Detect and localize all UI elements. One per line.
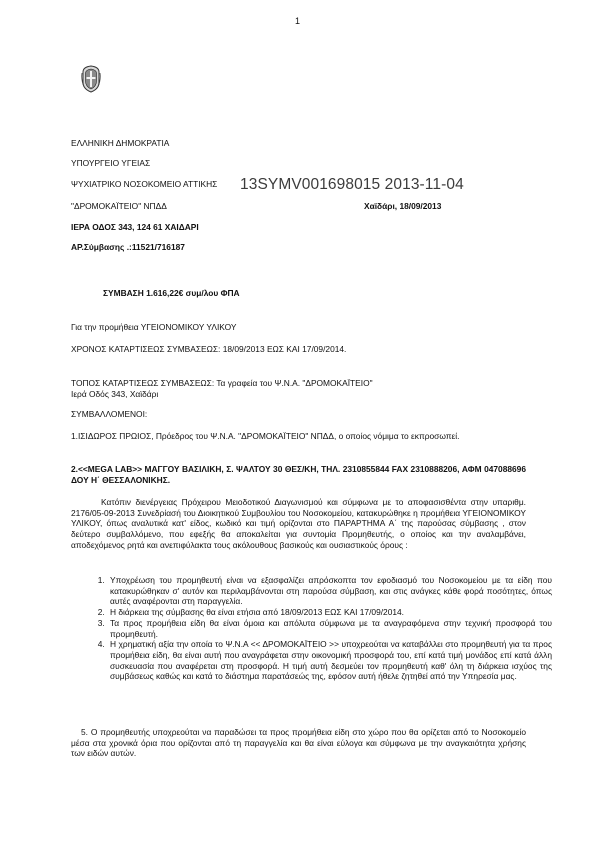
- contract-title: ΣΥΜΒΑΣΗ 1.616,22€ συμ/λου ΦΠΑ: [103, 288, 240, 298]
- contract-location: ΤΟΠΟΣ ΚΑΤΑΡΤΙΣΕΩΣ ΣΥΜΒΑΣΕΩΣ: Τα γραφεία του Ψ.Ν.Α. "ΔΡΟΜΟΚΑΪΤΕΙΟ": [71, 378, 373, 388]
- party-two-company: MEGA LAB: [87, 464, 133, 474]
- party-two-fax: FAX 2310888206: [391, 464, 458, 474]
- registry-stamp: 13SYMV001698015 2013-11-04: [240, 176, 464, 193]
- procurement-subject: Για την προμήθεια ΥΓΕΙΟΝΟΜΙΚΟΥ ΥΛΙΚΟΥ: [71, 322, 237, 332]
- term-item: 3. Τα προς προμήθεια είδη θα είναι όμοια και απόλυτα σύμφωνα με τα αναγραφόμενα στην τεχνική προσφορά του προμηθευτή.: [107, 618, 552, 639]
- party-one: 1.ΙΣΙΔΩΡΟΣ ΠΡΩΙΟΣ, Πρόεδρος του Ψ.Ν.Α. "ΔΡΟΜΟΚΑΪΤΕΙΟ" ΝΠΔΔ, ο οποίος νόμιμα το εκπροσωπεί.: [71, 431, 460, 441]
- page-number: 1: [294, 16, 300, 26]
- term-item: 2. Η διάρκεια της σύμβασης θα είναι ετήσια από 18/09/2013 ΕΩΣ ΚΑΙ 17/09/2014.: [107, 607, 552, 618]
- term-item: 4. Η χρηματική αξία την οποία το Ψ.Ν.Α << ΔΡΟΜΟΚΑΪΤΕΙΟ >> υποχρεούται να καταβάλλει στο προμηθευτή για τα προς προμήθεια είδη, θα είναι αυτή που αναγράφεται στην οικονομική προσφορά του, επί κατά τιμή μονάδος επί κατά άλλη συσκευασία που αναφέρεται στη προσφορά. Η τιμή αυτή δεσμεύει τον προμηθευτή καθ' όλη τη διάρκεια ισχύος της συμβάσεως καθώς και κατά το διάστημα παρατάσεώς της, εφόσον αυτή ήθελε ζητηθεί από την Υπηρεσία μας.: [107, 639, 552, 682]
- term-five-paragraph: 5. Ο προμηθευτής υποχρεούται να παραδώσει τα προς προμήθεια είδη στο χώρο που θα ορίζεται από το Νοσοκομείο μέσα στα χρονικά όρια που ορίζονται από τη παραγγελία και θα είναι εύλογα και σύμφωνα με την αναγκαιότητα χρήσης των ειδών αυτών.: [71, 727, 526, 759]
- terms-list: [81, 575, 552, 682]
- party-two-details: >> ΜΑΓΓΟΥ ΒΑΣΙΛΙΚΗ, Σ. ΨΑΛΤΟΥ 30 ΘΕΣ/ΚΗ, ΤΗΛ. 2310855844: [132, 464, 392, 474]
- contract-location-address: Ιερά Οδός 343, Χαϊδάρι: [71, 389, 159, 399]
- party-two-tax: , ΑΦΜ 047088696 ΔΟΥ Η΄ ΘΕΣΣΑΛΟΝΙΚΗΣ.: [71, 464, 526, 485]
- place-date: Χαϊδάρι, 18/09/2013: [364, 201, 442, 211]
- intro-paragraph: Κατόπιν διενέργειας Πρόχειρου Μειοδοτικού Διαγωνισμού και σύμφωνα με το αποφασισθέντα στην υπαριθμ. 2176/05-09-2013 Συνεδρίασή του Διοικητικού Συμβουλίου του Νοσοκομείου, κατακυρώθηκε η προμήθεια ΥΓΕΙΟΝΟΜΙΚΟΥ ΥΛΙΚΟΥ, όπως αναλυτικά κατ' είδος, κωδικό και τιμή ορίζονται στο ΠΑΡΑΡΤΗΜΑ Α΄ της παρούσας σύμβασης , στον δεύτερο συμβαλλόμενο, που εφεξής θα αποκαλείται για συντομία Προμηθευτής, ο οποίος και την αναλαμβάνει, αποδεχόμενος ρητά και ανεπιφύλακτα τους ακόλουθους βασικούς και ουσιαστικούς όρους :: [71, 497, 526, 550]
- header-country: ΕΛΛΗΝΙΚΗ ΔΗΜΟΚΡΑΤΙΑ: [71, 138, 170, 148]
- term-item: 1. Υποχρέωση του προμηθευτή είναι να εξασφαλίζει απρόσκοπτα τον εφοδιασμό του Νοσοκομείου με τα είδη που κατακυρώθηκαν σ' αυτόν και περιλαμβάνονται στη παρούσα σύμβαση, και στις ανάγκες κάθε φορά ποσότητες, όπως αυτές αναφέρονται στη παραγγελία.: [107, 575, 552, 607]
- party-two-prefix: 2.<<: [71, 464, 88, 474]
- greek-coat-of-arms-emblem: [81, 64, 101, 94]
- header-hospital: ΨΥΧΙΑΤΡΙΚΟ ΝΟΣΟΚΟΜΕΙΟ ΑΤΤΙΚΗΣ: [71, 179, 218, 189]
- header-hospital-name: "ΔΡΟΜΟΚΑΪΤΕΙΟ" ΝΠΔΔ: [71, 201, 167, 211]
- contract-number: ΑΡ.Σύμβασης .:11521/716187: [71, 242, 185, 252]
- hospital-address: ΙΕΡΑ ΟΔΟΣ 343, 124 61 ΧΑΙΔΑΡΙ: [71, 222, 199, 232]
- party-two: [71, 464, 526, 485]
- contract-period: ΧΡΟΝΟΣ ΚΑΤΑΡΤΙΣΕΩΣ ΣΥΜΒΑΣΕΩΣ: 18/09/2013 ΕΩΣ ΚΑΙ 17/09/2014.: [71, 344, 347, 354]
- header-ministry: ΥΠΟΥΡΓΕΙΟ ΥΓΕΙΑΣ: [71, 158, 151, 168]
- parties-heading: ΣΥΜΒΑΛΛΟΜΕΝΟΙ:: [71, 409, 148, 419]
